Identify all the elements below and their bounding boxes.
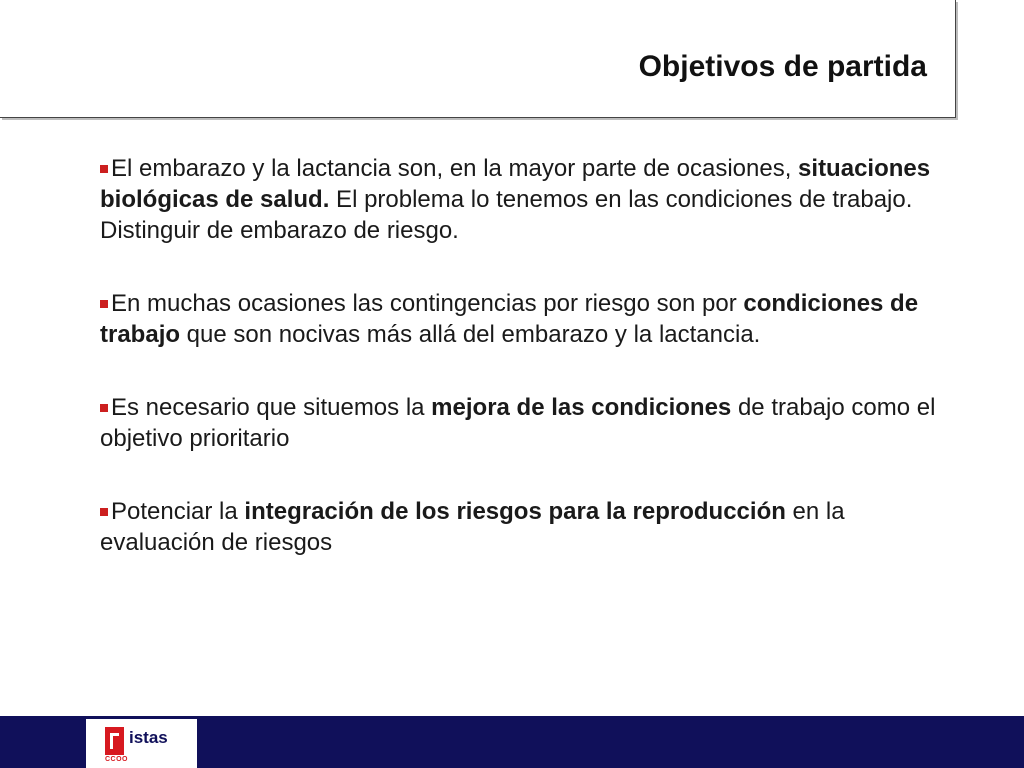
bullet-item — [100, 392, 960, 454]
bullet-bold-text: integración de los riesgos para la reproducción — [244, 498, 786, 525]
bullet-text: de trabajo como el objetivo prioritario — [100, 394, 936, 452]
bullet-square-icon — [100, 165, 108, 173]
bullet-text: que son nocivas más allá del embarazo y la lactancia. — [180, 321, 761, 348]
bullet-item — [100, 288, 960, 350]
bullet-text: en la evaluación de riesgos — [100, 498, 845, 556]
bullet-square-icon — [100, 404, 108, 412]
bullet-bold-text: condiciones de trabajo — [100, 290, 919, 348]
istas-logo — [86, 719, 197, 768]
bullet-item — [100, 153, 960, 246]
bullet-bold-text: mejora de las condiciones — [431, 394, 732, 421]
bullet-text: El problema lo tenemos en las condiciones de trabajo. Distinguir de embarazo de riesgo. — [100, 186, 913, 244]
bullet-text: Es necesario que situemos la — [111, 394, 432, 421]
istas-logo-icon — [105, 727, 124, 755]
bullet-text: El embarazo y la lactancia son, en la mayor parte de ocasiones, — [111, 155, 799, 182]
bullet-text: Potenciar la — [111, 498, 245, 525]
bullet-square-icon — [100, 300, 108, 308]
logo-subtext: CCOO — [105, 756, 128, 763]
bullet-bold-text: situaciones biológicas de salud. — [100, 155, 931, 213]
title-box — [0, 0, 956, 118]
bullet-list — [100, 153, 960, 600]
bullet-square-icon — [100, 508, 108, 516]
footer-bar — [0, 716, 1024, 768]
logo-name: istas — [129, 728, 168, 747]
bullet-text: En muchas ocasiones las contingencias por riesgo son por — [111, 290, 744, 317]
bullet-item — [100, 496, 960, 558]
slide-title: Objetivos de partida — [638, 50, 927, 83]
